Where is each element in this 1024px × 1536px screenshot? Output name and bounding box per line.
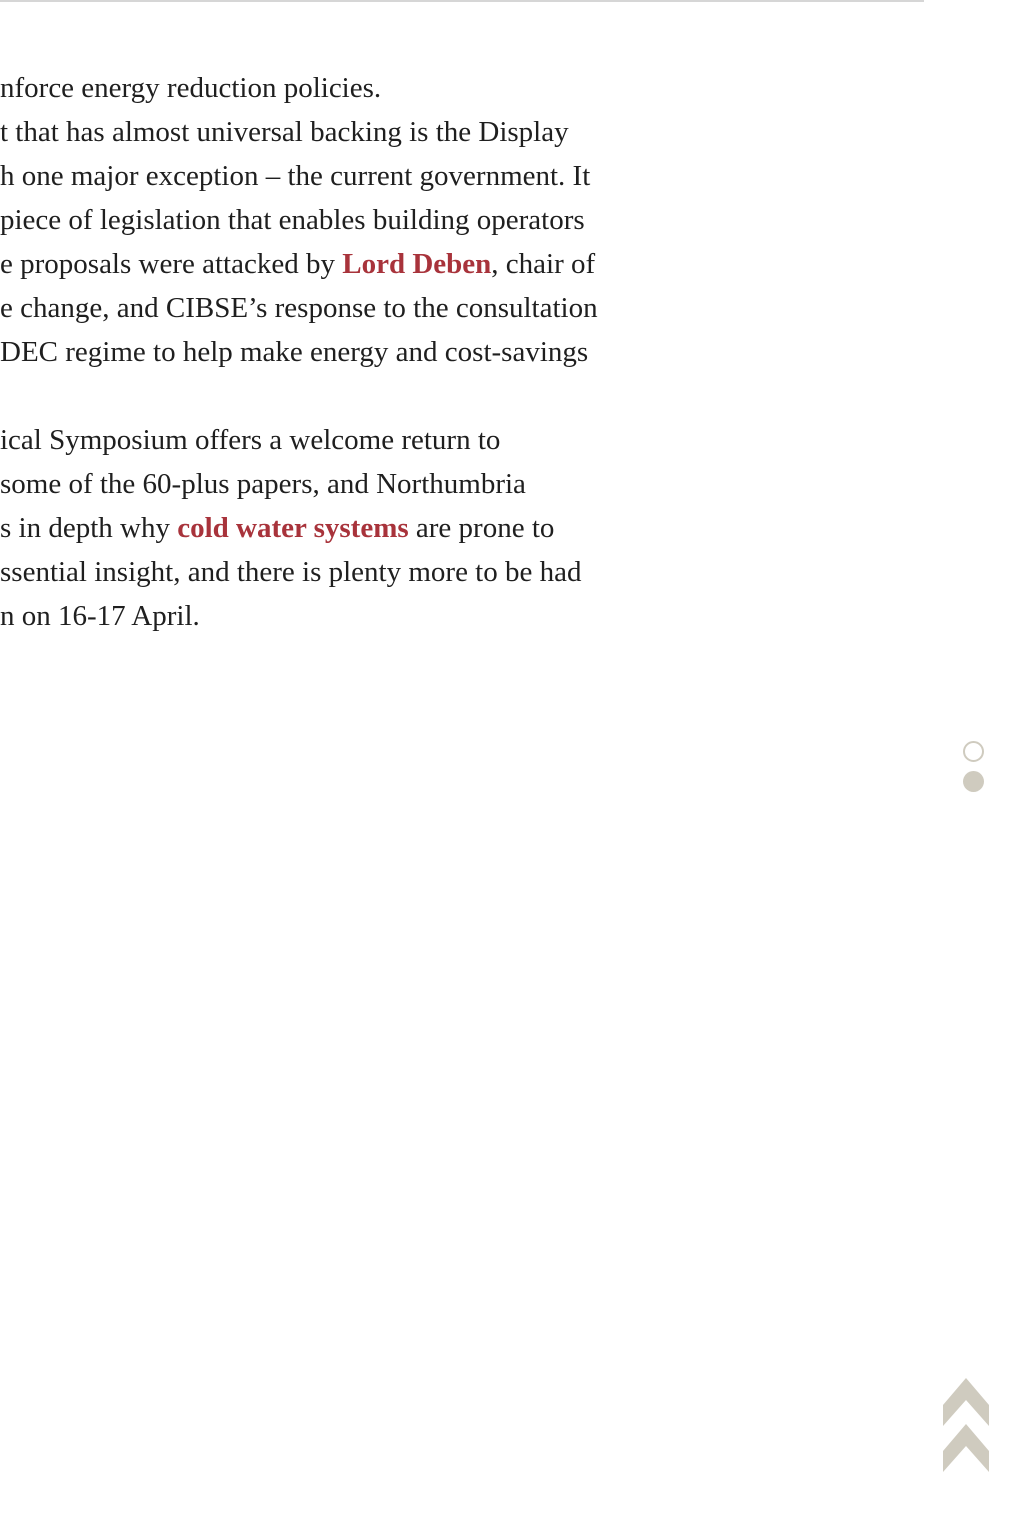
- article-line: DEC regime to help make energy and cost-savings: [0, 336, 589, 368]
- page-dot-filled-icon[interactable]: [963, 771, 984, 792]
- article-line: e change, and CIBSE’s response to the consultation: [0, 292, 598, 324]
- cold-water-systems-link[interactable]: cold water systems: [177, 512, 409, 544]
- article-text: are prone to: [408, 512, 555, 544]
- article-line: ical Symposium offers a welcome return to: [0, 424, 501, 456]
- article-text: , chair of: [491, 248, 596, 280]
- article-line: [0, 242, 700, 286]
- article-line: t that has almost universal backing is the Display: [0, 116, 569, 148]
- article-line: n on 16-17 April.: [0, 600, 200, 632]
- article-text: s in depth why: [0, 512, 178, 544]
- article-line: ssential insight, and there is plenty more to be had: [0, 556, 582, 588]
- page-dot-empty-icon[interactable]: [963, 741, 984, 762]
- article-line: h one major exception – the current government. It: [0, 160, 591, 192]
- article-body: [0, 66, 700, 638]
- article-line: piece of legislation that enables building operators: [0, 204, 585, 236]
- back-to-top-button[interactable]: [942, 1378, 990, 1474]
- top-divider: [0, 0, 924, 2]
- article-text: e proposals were attacked by: [0, 248, 343, 280]
- article-line: nforce energy reduction policies.: [0, 72, 382, 104]
- paragraph-break: [0, 374, 700, 418]
- article-line: some of the 60-plus papers, and Northumbria: [0, 468, 526, 500]
- lord-deben-link[interactable]: Lord Deben: [342, 248, 492, 280]
- double-chevron-up-icon: [942, 1378, 990, 1474]
- article-line: [0, 506, 700, 550]
- page-indicator: [960, 741, 986, 801]
